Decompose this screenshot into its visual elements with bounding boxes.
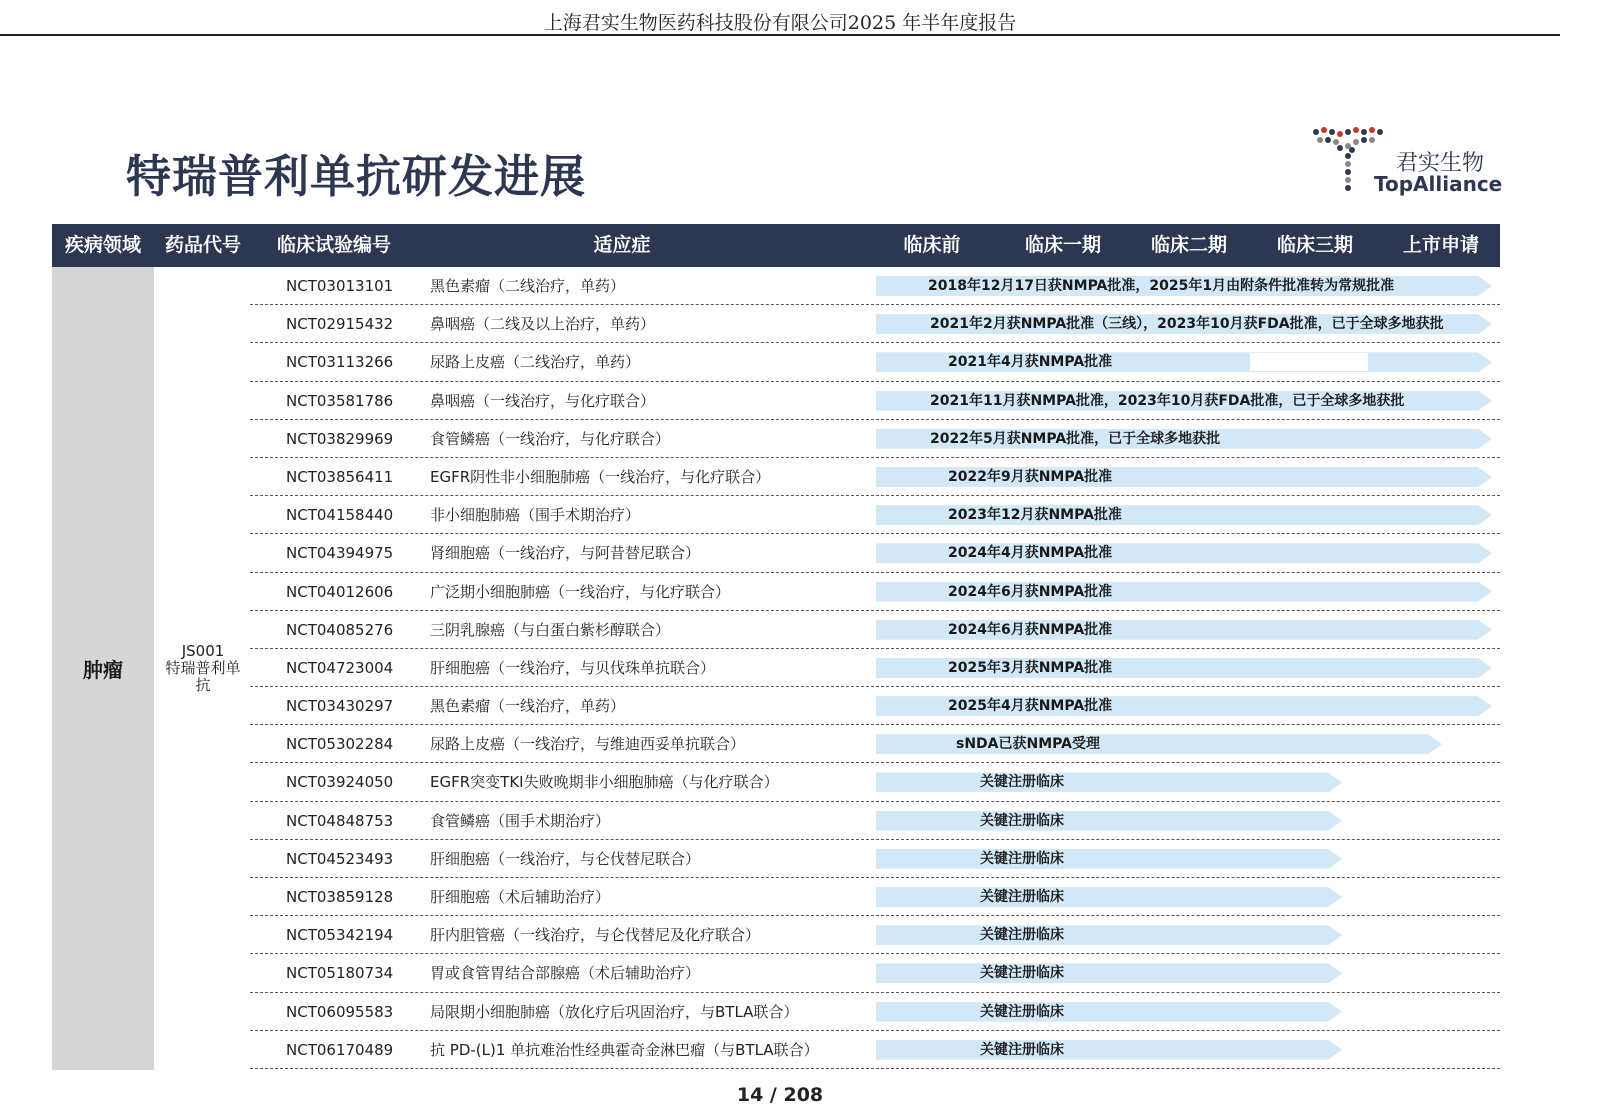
- status-label: 2022年5月获NMPA批准，已于全球多地获批: [930, 430, 1221, 447]
- drug-name-line1: 特瑞普利单: [165, 659, 241, 677]
- table-row: [250, 993, 1500, 1031]
- trial-id: NCT06170489: [286, 1040, 394, 1059]
- progress-arrow: [876, 849, 1342, 869]
- indication: 肾细胞癌（一线治疗，与阿昔替尼联合）: [430, 544, 701, 563]
- status-label: 2018年12月17日获NMPA批准，2025年1月由附条件批准转为常规批准: [928, 278, 1395, 294]
- table-row: [250, 840, 1500, 878]
- status-label: 关键注册临床: [980, 1041, 1064, 1058]
- logo-english-name: TopAlliance: [1374, 172, 1503, 196]
- logo-chinese-name: 君实生物: [1396, 151, 1485, 176]
- progress-arrow: [876, 772, 1342, 792]
- trial-id: NCT05302284: [286, 735, 394, 754]
- table-row: [250, 496, 1500, 534]
- trial-id: NCT04394975: [286, 544, 394, 563]
- indication: 黑色素瘤（一线治疗，单药）: [430, 697, 626, 716]
- trial-id: NCT04523493: [286, 849, 394, 868]
- trial-id: NCT04848753: [286, 811, 394, 830]
- status-label: 2025年3月获NMPA批准: [948, 659, 1113, 676]
- status-label: 关键注册临床: [980, 774, 1064, 791]
- status-label: 关键注册临床: [980, 927, 1064, 944]
- progress-arrow: [876, 963, 1342, 983]
- indication: 肝细胞癌（一线治疗，与贝伐珠单抗联合）: [430, 658, 716, 677]
- trial-id: NCT03581786: [286, 391, 394, 410]
- indication: 黑色素瘤（二线治疗，单药）: [430, 277, 626, 295]
- status-label: 关键注册临床: [980, 965, 1064, 982]
- trial-id: NCT03013101: [286, 277, 394, 295]
- table-row: [250, 687, 1500, 725]
- bar-gap: [1250, 353, 1368, 371]
- indication: 广泛期小细胞肺癌（一线治疗，与化疗联合）: [430, 582, 731, 601]
- table-row: [250, 954, 1500, 992]
- indication: 胃或食管胃结合部腺癌（术后辅助治疗）: [430, 964, 701, 983]
- trial-id: NCT05180734: [286, 964, 394, 983]
- header-disease: 疾病领域: [64, 234, 141, 256]
- header-rule: [0, 34, 1560, 36]
- table-row: [250, 763, 1500, 801]
- trial-id: NCT02915432: [286, 315, 394, 334]
- trial-id: NCT03856411: [286, 467, 394, 486]
- indication: 肝细胞癌（一线治疗，与仑伐替尼联合）: [430, 849, 701, 868]
- table-row: [250, 1031, 1500, 1069]
- indication: EGFR突变TKI失败晚期非小细胞肺癌（与化疗联合）: [430, 773, 779, 792]
- trial-id: NCT04158440: [286, 506, 394, 525]
- progress-arrow: [876, 811, 1342, 831]
- trial-id: NCT04012606: [286, 582, 394, 601]
- header-drug: 药品代号: [164, 234, 241, 256]
- trial-id: NCT04723004: [286, 658, 394, 677]
- table-row: [250, 611, 1500, 649]
- status-label: 2022年9月获NMPA批准: [948, 468, 1113, 485]
- trial-id: NCT04085276: [286, 620, 394, 639]
- status-label: 关键注册临床: [980, 850, 1064, 867]
- header-filing: 上市申请: [1402, 234, 1479, 256]
- table-row: [250, 725, 1500, 763]
- header-phase3: 临床三期: [1276, 234, 1353, 256]
- indication: 食管鳞癌（围手术期治疗）: [430, 811, 611, 830]
- trial-id: NCT03430297: [286, 697, 394, 716]
- table-row: [250, 420, 1500, 458]
- trial-id: NCT03924050: [286, 773, 394, 792]
- indication: 局限期小细胞肺癌（放化疗后巩固治疗，与BTLA联合）: [430, 1002, 799, 1021]
- indication: 鼻咽癌（二线及以上治疗，单药）: [430, 315, 656, 334]
- table-row: [250, 649, 1500, 687]
- indication: EGFR阴性非小细胞肺癌（一线治疗，与化疗联合）: [430, 467, 771, 486]
- status-label: 关键注册临床: [980, 812, 1064, 829]
- status-label: 2024年6月获NMPA批准: [948, 583, 1113, 600]
- indication: 食管鳞癌（一线治疗，与化疗联合）: [430, 429, 671, 448]
- indication: 抗 PD-(L)1 单抗难治性经典霍奇金淋巴瘤（与BTLA联合）: [430, 1040, 819, 1059]
- header-indication: 适应症: [593, 234, 651, 256]
- status-label: 2021年11月获NMPA批准，2023年10月获FDA批准，已于全球多地获批: [930, 392, 1405, 409]
- page-number: 14 / 208: [736, 1084, 824, 1106]
- disease-column: [52, 267, 154, 1070]
- status-label: 2023年12月获NMPA批准: [948, 507, 1122, 524]
- table-header: [52, 224, 1500, 267]
- indication: 尿路上皮癌（一线治疗，与维迪西妥单抗联合）: [430, 735, 746, 754]
- progress-arrow: [876, 925, 1342, 945]
- status-label: 2021年2月获NMPA批准（三线），2023年10月获FDA批准，已于全球多地获批: [930, 316, 1444, 333]
- indication: 非小细胞肺癌（围手术期治疗）: [430, 506, 641, 525]
- indication: 鼻咽癌（一线治疗，与化疗联合）: [430, 391, 656, 410]
- table-row: [250, 878, 1500, 916]
- table-row: [250, 343, 1500, 381]
- drug-name-line2: 抗: [195, 676, 211, 694]
- table-row: [250, 534, 1500, 572]
- indication: 肝内胆管癌（一线治疗，与仑伐替尼及化疗联合）: [430, 926, 761, 945]
- header-trial: 临床试验编号: [276, 234, 391, 256]
- table-row: [250, 382, 1500, 420]
- progress-arrow: [876, 887, 1342, 907]
- trial-id: NCT03859128: [286, 888, 394, 906]
- drug-label: [157, 267, 249, 1070]
- header-phase2: 临床二期: [1150, 234, 1227, 256]
- table-row: [250, 573, 1500, 611]
- indication: 尿路上皮癌（二线治疗，单药）: [430, 353, 641, 372]
- trial-id: NCT03113266: [286, 353, 394, 372]
- disease-label: 肿瘤: [83, 658, 123, 682]
- table-row: [250, 305, 1500, 343]
- progress-arrow: [876, 1002, 1342, 1022]
- company-logo: [1310, 126, 1510, 196]
- indication: 三阴乳腺癌（与白蛋白紫杉醇联合）: [430, 620, 671, 639]
- status-label: 2021年4月获NMPA批准: [948, 354, 1113, 371]
- status-label: 2025年4月获NMPA批准: [948, 698, 1113, 715]
- trial-id: NCT05342194: [286, 926, 394, 945]
- status-label: 2024年4月获NMPA批准: [948, 545, 1113, 562]
- indication: 肝细胞癌（术后辅助治疗）: [430, 888, 611, 906]
- progress-arrow: [876, 1040, 1342, 1060]
- status-label: 2024年6月获NMPA批准: [948, 621, 1113, 638]
- trial-id: NCT06095583: [286, 1002, 394, 1021]
- header-phase1: 临床一期: [1024, 234, 1101, 256]
- status-label: sNDA已获NMPA受理: [956, 736, 1100, 753]
- table-row: [250, 458, 1500, 496]
- header-preclinical: 临床前: [903, 234, 961, 256]
- slide-title: 特瑞普利单抗研发进展: [126, 150, 587, 203]
- status-label: 关键注册临床: [980, 1003, 1064, 1020]
- report-header: 上海君实生物医药科技股份有限公司2025 年半年度报告: [543, 12, 1017, 34]
- table-row: [250, 267, 1500, 305]
- trial-rows: [250, 267, 1500, 1069]
- status-label: 关键注册临床: [980, 889, 1064, 905]
- table-row: [250, 802, 1500, 840]
- trial-id: NCT03829969: [286, 429, 394, 448]
- drug-code: JS001: [181, 642, 225, 660]
- table-row: [250, 916, 1500, 954]
